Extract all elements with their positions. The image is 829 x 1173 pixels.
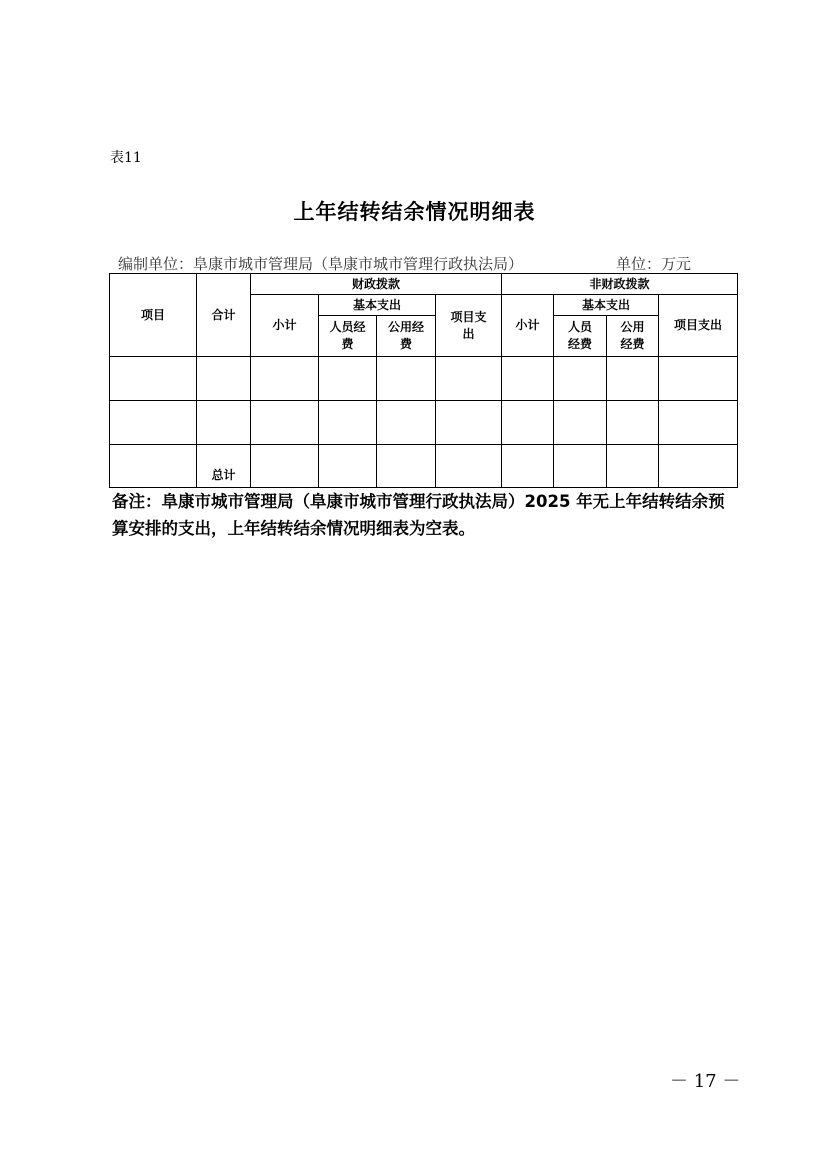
table-row — [110, 401, 738, 445]
table-row — [110, 357, 738, 401]
header-nonfiscal: 非财政拨款 — [502, 274, 738, 295]
carryover-table — [109, 273, 738, 488]
compiling-unit: 编制单位：阜康市城市管理局（阜康市城市管理行政执法局） — [118, 255, 524, 273]
table-row-total — [110, 445, 738, 488]
header-nonfiscal-personnel: 人员 经费 — [554, 316, 607, 357]
grand-total-label: 总计 — [197, 445, 251, 488]
header-total: 合计 — [197, 274, 251, 357]
header-fiscal: 财政拨款 — [251, 274, 502, 295]
header-fiscal-subtotal: 小计 — [251, 295, 319, 357]
header-nonfiscal-project: 项目支出 — [659, 295, 738, 357]
header-fiscal-project: 项目支 出 — [436, 295, 502, 357]
header-fiscal-public: 公用经 费 — [377, 316, 436, 357]
header-fiscal-personnel: 人员经 费 — [319, 316, 377, 357]
remark-note: 备注：阜康市城市管理局（阜康市城市管理行政执法局）2025 年无上年结转结余预算安排的支出，上年结转结余情况明细表为空表。 — [112, 492, 725, 538]
header-nonfiscal-basic: 基本支出 — [554, 295, 659, 316]
page-number: － 17 － — [670, 1071, 741, 1092]
header-fiscal-basic: 基本支出 — [319, 295, 436, 316]
currency-unit: 单位：万元 — [616, 255, 692, 273]
document-title: 上年结转结余情况明细表 — [293, 199, 536, 224]
header-nonfiscal-subtotal: 小计 — [502, 295, 554, 357]
header-nonfiscal-public: 公用 经费 — [607, 316, 659, 357]
table-number: 表11 — [110, 150, 142, 166]
header-item: 项目 — [110, 274, 197, 357]
